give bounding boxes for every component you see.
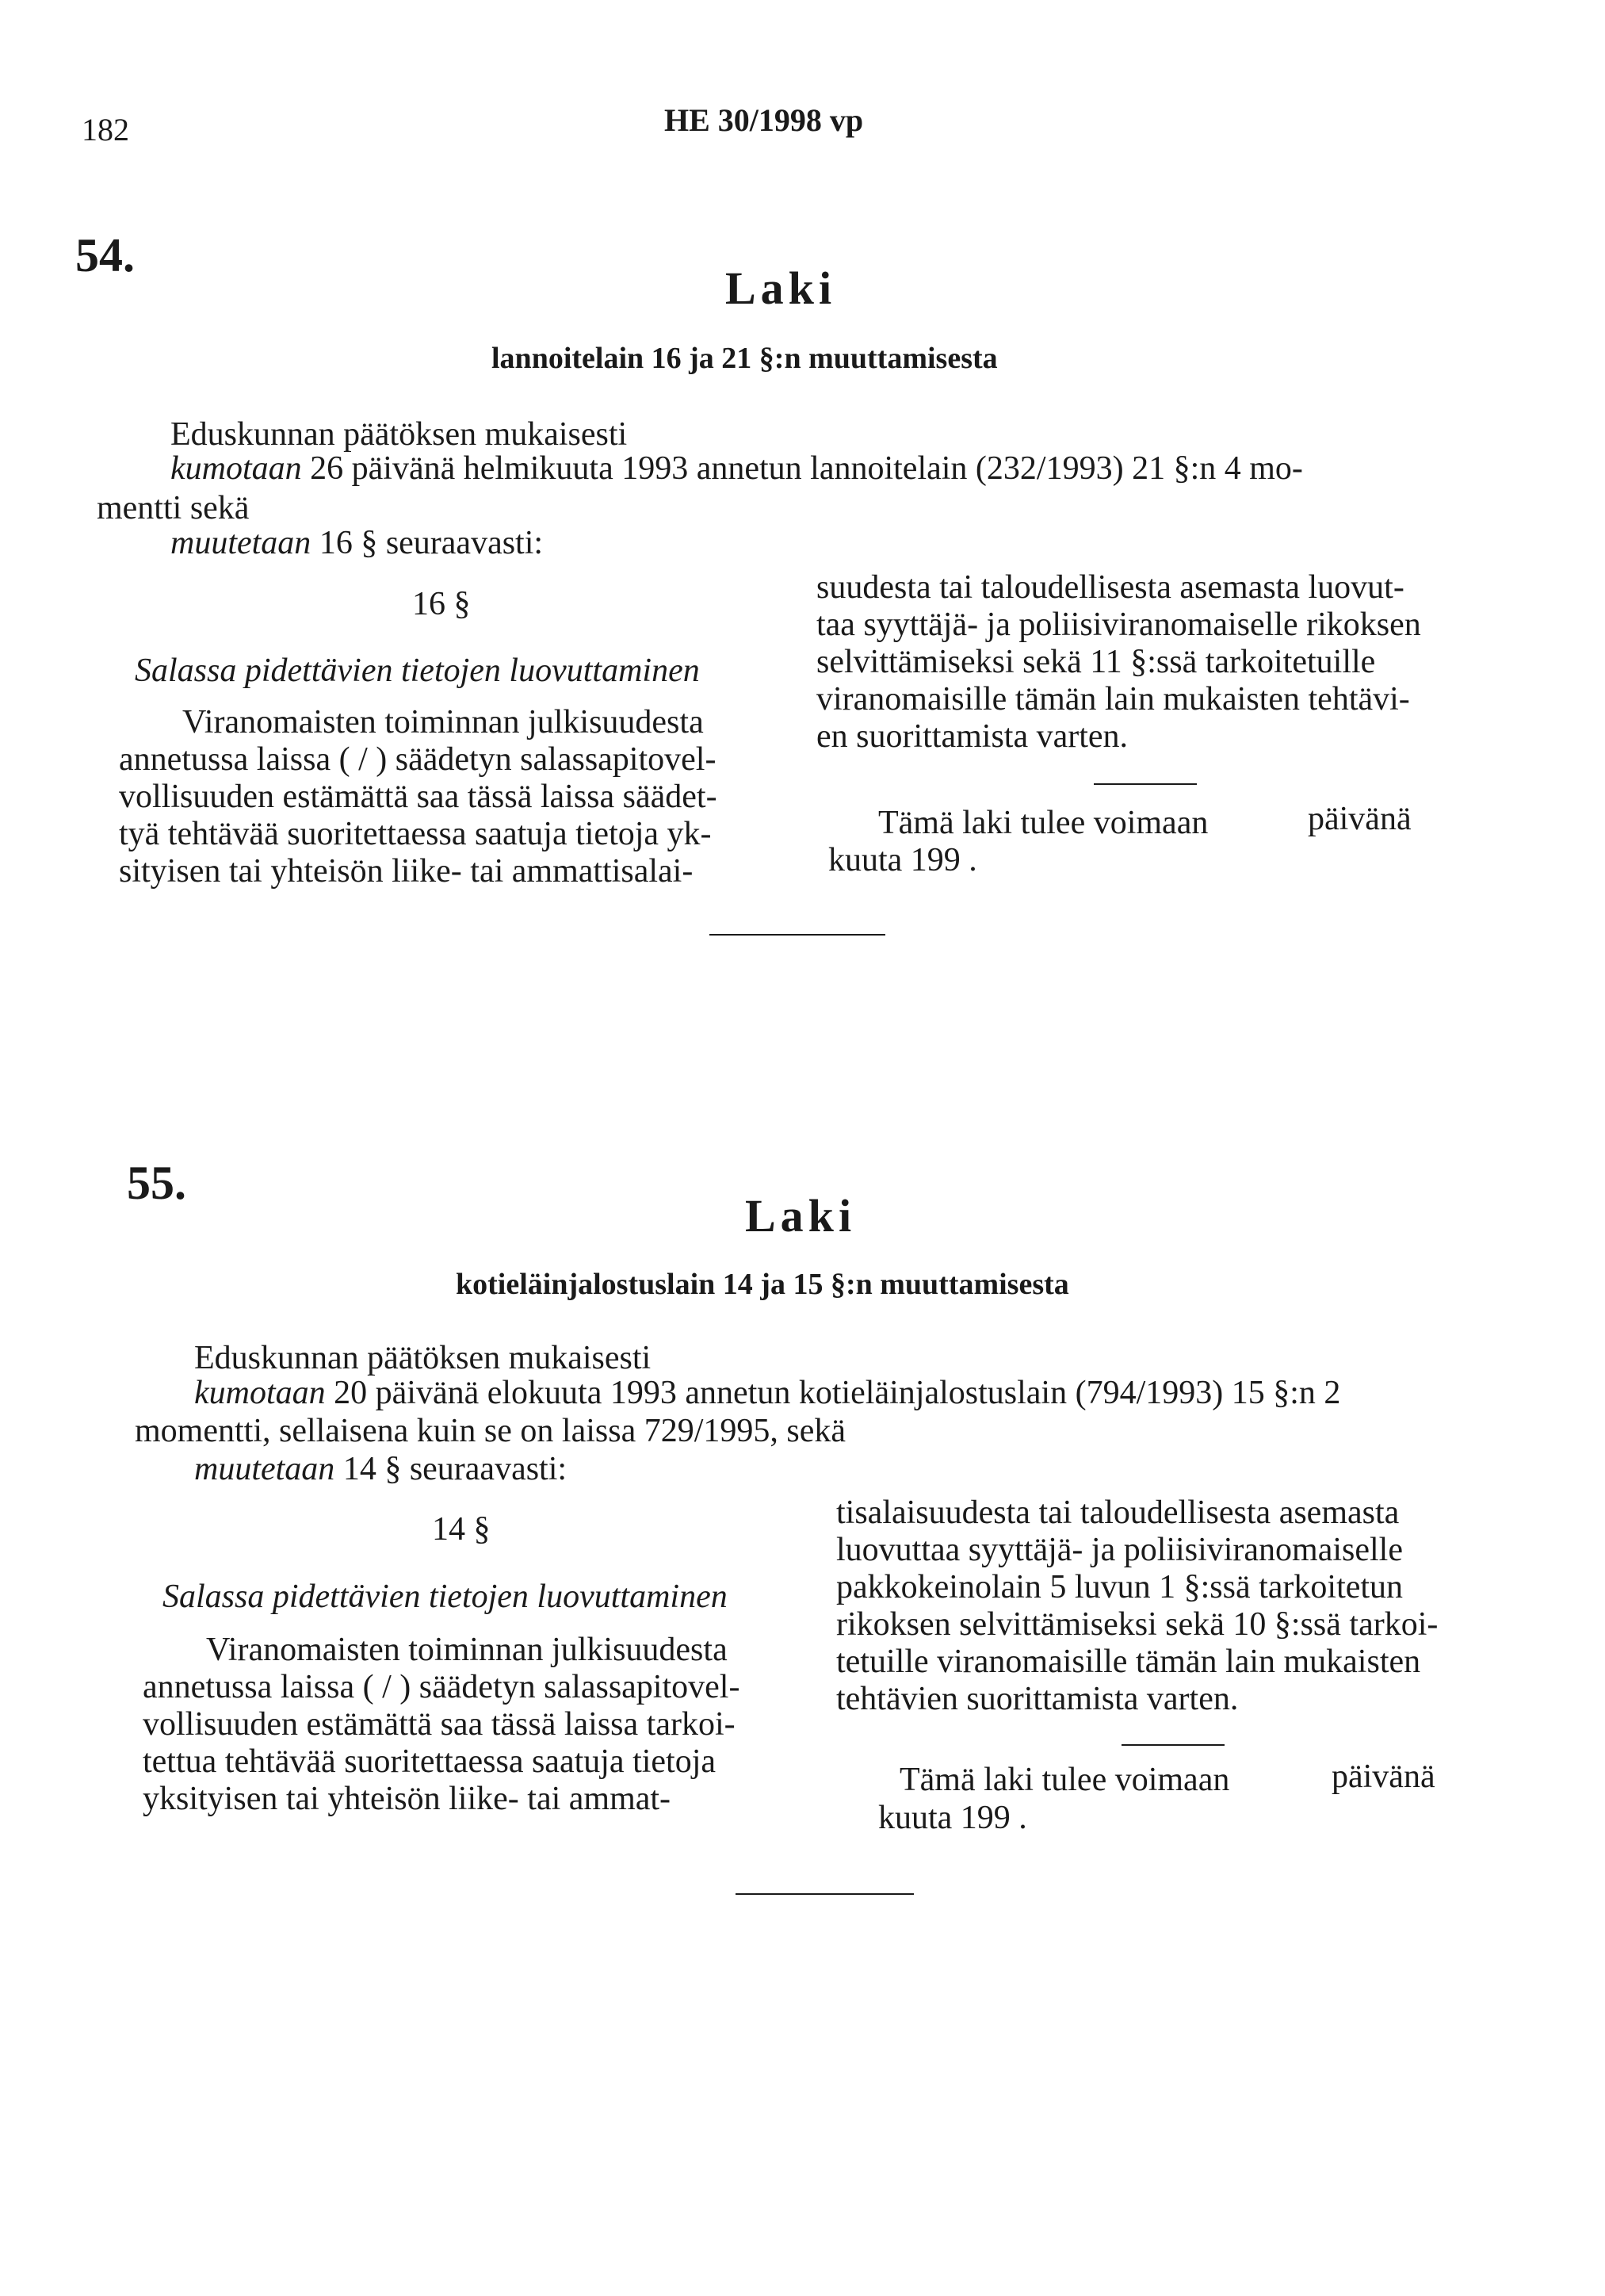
text-line: vollisuuden estämättä saa tässä laissa säädet- (119, 779, 717, 815)
document-id: HE 30/1998 vp (664, 102, 864, 138)
repeal-clause (170, 450, 1303, 488)
text-line: viranomaisille tämän lain mukaisten tehtävi- (816, 681, 1410, 718)
law-subtitle: kotieläinjalostuslain 14 ja 15 §:n muuttamisesta (456, 1268, 1069, 1301)
law-title: Laki (725, 262, 837, 314)
law-number: 55. (127, 1157, 186, 1209)
amend-text: 16 § seuraavasti: (311, 525, 544, 561)
right-column (816, 569, 1498, 756)
entry-into-force-month: kuuta 199 . (828, 842, 977, 878)
text-line: annetussa laissa ( / ) säädetyn salassapitovel- (143, 1669, 740, 1705)
text-line: luovuttaa syyttäjä- ja poliisiviranomaiselle (836, 1532, 1403, 1568)
text-line: annetussa laissa ( / ) säädetyn salassapitovel- (119, 741, 717, 778)
law-number: 54. (75, 229, 135, 281)
law-subtitle: lannoitelain 16 ja 21 §:n muuttamisesta (491, 342, 998, 375)
repeal-continuation: momentti, sellaisena kuin se on laissa 729/1995, sekä (135, 1413, 846, 1449)
text-line: pakkokeinolain 5 luvun 1 §:ssä tarkoitetun (836, 1569, 1404, 1605)
text-line: tettua tehtävää suoritettaessa saatuja tietoja (143, 1743, 717, 1780)
amend-clause (194, 1451, 567, 1488)
divider (1094, 783, 1197, 785)
left-column (143, 1632, 808, 1818)
text-line: tehtävien suorittamista varten. (836, 1681, 1239, 1717)
law-title: Laki (745, 1190, 857, 1242)
divider (1122, 1744, 1225, 1746)
section-number: 14 § (432, 1511, 491, 1548)
text-line: tisalaisuudesta tai taloudellisesta asemasta (836, 1494, 1400, 1531)
text-line: tetuille viranomaisille tämän lain mukaisten (836, 1644, 1421, 1680)
text-line: selvittämiseksi sekä 11 §:ssä tarkoitetuille (816, 644, 1376, 680)
repeal-verb: kumotaan (170, 450, 302, 487)
text-line: Viranomaisten toiminnan julkisuudesta (182, 704, 704, 740)
text-line: vollisuuden estämättä saa tässä laissa tarkoi- (143, 1706, 736, 1743)
text-line: taa syyttäjä- ja poliisiviranomaiselle rikoksen (816, 607, 1421, 643)
section-title: Salassa pidettävien tietojen luovuttaminen (162, 1578, 728, 1615)
text-line: tyä tehtävää suoritettaessa saatuja tietoja yk- (119, 816, 712, 852)
text-line: en suorittamista varten. (816, 718, 1129, 755)
entry-into-force-month: kuuta 199 . (878, 1800, 1027, 1836)
text-line: sityisen tai yhteisön liike- tai ammattisalai- (119, 853, 694, 890)
entry-into-force: Tämä laki tulee voimaan (900, 1762, 1230, 1798)
repeal-clause (194, 1375, 1340, 1412)
end-rule (736, 1893, 914, 1895)
text-line: rikoksen selvittämiseksi sekä 10 §:ssä tarkoi- (836, 1606, 1439, 1643)
repeal-text: 20 päivänä elokuuta 1993 annetun kotieläinjalostuslain (794/1993) 15 §:n 2 (325, 1375, 1341, 1411)
text-line: yksityisen tai yhteisön liike- tai ammat- (143, 1781, 671, 1817)
text-line: Viranomaisten toiminnan julkisuudesta (206, 1632, 728, 1668)
section-title: Salassa pidettävien tietojen luovuttaminen (135, 652, 700, 689)
repeal-continuation: mentti sekä (97, 490, 250, 526)
entry-into-force-date: päivänä (1308, 801, 1412, 837)
text-line: suudesta tai taloudellisesta asemasta luovut- (816, 569, 1404, 606)
repeal-text: 26 päivänä helmikuuta 1993 annetun lannoitelain (232/1993) 21 §:n 4 mo- (301, 450, 1303, 487)
amend-verb: muutetaan (170, 525, 311, 561)
preamble: Eduskunnan päätöksen mukaisesti (170, 416, 628, 453)
amend-clause (170, 525, 543, 562)
preamble: Eduskunnan päätöksen mukaisesti (194, 1340, 652, 1376)
left-column (119, 704, 793, 890)
entry-into-force: Tämä laki tulee voimaan (878, 805, 1209, 841)
amend-verb: muutetaan (194, 1451, 335, 1487)
amend-text: 14 § seuraavasti: (334, 1451, 567, 1487)
section-number: 16 § (412, 586, 471, 622)
right-column (836, 1494, 1502, 1718)
entry-into-force-date: päivänä (1332, 1758, 1435, 1795)
page-number: 182 (82, 112, 129, 147)
end-rule (709, 934, 885, 936)
repeal-verb: kumotaan (194, 1375, 326, 1411)
